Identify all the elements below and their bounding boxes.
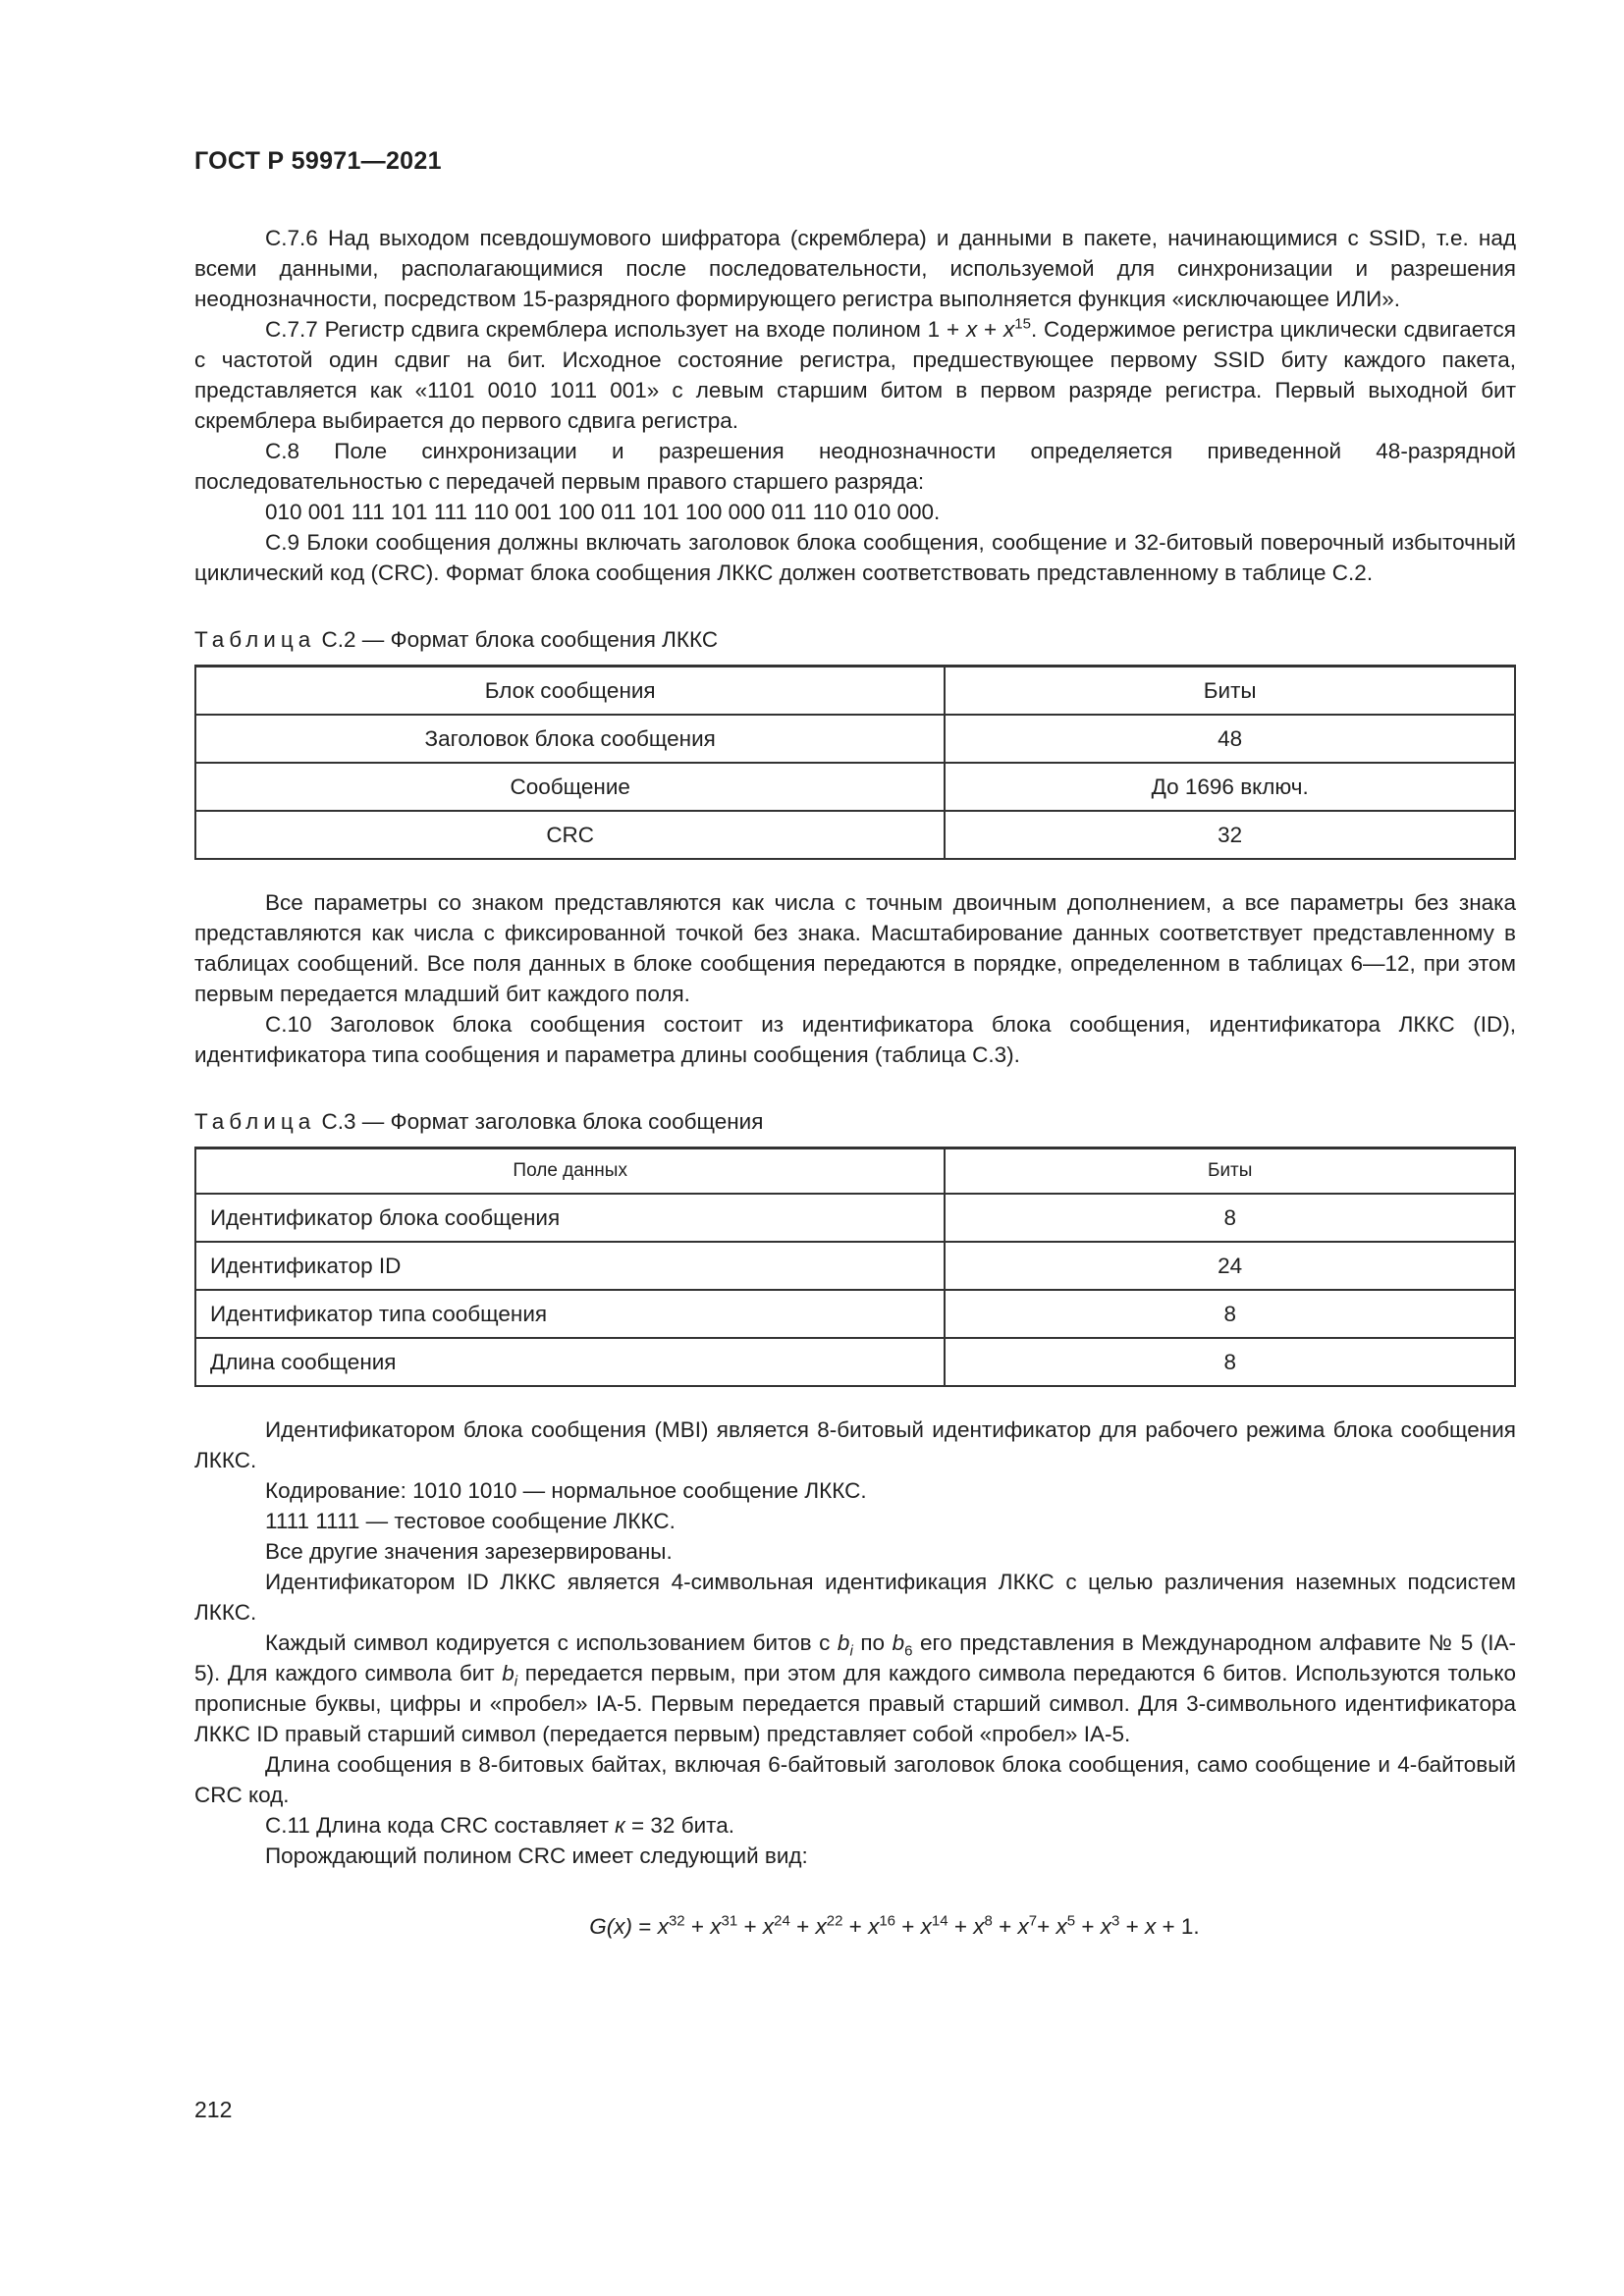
formula-term-exponent: 16	[879, 1912, 896, 1930]
formula-term-exponent: 22	[826, 1912, 843, 1930]
table-cell: 32	[945, 811, 1515, 859]
table-cell: До 1696 включ.	[945, 763, 1515, 811]
formula-term-base: x	[1017, 1914, 1029, 1939]
paragraph-c8: С.8 Поле синхронизации и разрешения неоднозначности определяется приведенной 48-разрядной последовательностью с передачей первым правого старшего разряда:	[194, 439, 1516, 494]
table-cell: Заголовок блока сообщения	[195, 715, 945, 763]
formula-term-base: x	[1056, 1914, 1067, 1939]
table-c3	[194, 1147, 1516, 1387]
paragraph-id: Идентификатором ID ЛККС является 4-символьная идентификация ЛККС с целью различения наземных подсистем ЛККС.	[194, 1570, 1516, 1625]
paragraph-message-length: Длина сообщения в 8-битовых байтах, включая 6-байтовый заголовок блока сообщения, само сообщение и 4-байтовый CRC код.	[194, 1752, 1516, 1807]
table-cell: 8	[945, 1338, 1515, 1386]
formula-term-exponent: 31	[721, 1912, 738, 1930]
formula-operator: +	[1119, 1914, 1146, 1939]
formula-term-exponent: 8	[984, 1912, 993, 1930]
formula-term-base: x	[1100, 1914, 1112, 1939]
page-number: 212	[194, 2097, 233, 2122]
table-header-cell: Поле данных	[195, 1148, 945, 1195]
table-row	[195, 811, 1515, 859]
formula-term-base: x	[710, 1914, 722, 1939]
sync-sequence: 010 001 111 101 111 110 001 100 011 101 100 000 011 110 010 000.	[265, 500, 941, 524]
table-cell: 24	[945, 1242, 1515, 1290]
formula-term-base: x	[973, 1914, 985, 1939]
formula-operator: +	[992, 1914, 1018, 1939]
formula-term-exponent: 3	[1111, 1912, 1120, 1930]
table-cell: 8	[945, 1194, 1515, 1242]
table-row	[195, 1194, 1515, 1242]
formula-term-base: x	[815, 1914, 827, 1939]
formula-term-base: x	[868, 1914, 880, 1939]
paragraph-c9: С.9 Блоки сообщения должны включать заголовок блока сообщения, сообщение и 32-битовый поверочный избыточный циклический код (CRC). Формат блока сообщения ЛККС должен соответствовать представленному в таблице С.2.	[194, 530, 1516, 585]
paragraph-mbi: Идентификатором блока сообщения (MBI) является 8-битовый идентификатор для рабочего режима блока сообщения ЛККС.	[194, 1417, 1516, 1472]
paragraph-coding-test: 1111 1111 — тестовое сообщение ЛККС.	[265, 1509, 676, 1533]
table-cell: Идентификатор типа сообщения	[195, 1290, 945, 1338]
formula-term-exponent: 14	[931, 1912, 948, 1930]
formula-term-exponent: 24	[774, 1912, 790, 1930]
document-code-header: ГОСТ Р 59971—2021	[194, 147, 442, 175]
formula-term-base: x	[762, 1914, 775, 1939]
crc-polynomial-formula: $G(x) = x^{32} + x^{31} + x^{24} + x^{22} + x^{16} + x^{14} + x^8 + x^7+ x^5 + x^3 + x + 1$.	[589, 1912, 1200, 1939]
formula-operator: +	[1037, 1914, 1056, 1939]
paragraph-symbol-encoding: Каждый символ кодируется с использованием битов с $b_i$ по $b_6$ его представления в Международном алфавите № 5 (IA-5). Для каждого символа бит $b_i$ передается первым, при этом для каждого символа передаются 6 битов. Используются только прописные буквы, цифры и «пробел» IA-5. Первым передается правый старший символ. Для 3-символьного идентификатора ЛККС ID правый старший символ (передается первым) представляет собой «пробел» IA-5.	[194, 1630, 1517, 1746]
table-cell: 8	[945, 1290, 1515, 1338]
formula-operator: +	[789, 1914, 816, 1939]
table-row	[195, 715, 1515, 763]
table-cell: Длина сообщения	[195, 1338, 945, 1386]
table-c2-caption: Таблица С.2 — Формат блока сообщения ЛККС	[194, 627, 719, 652]
formula-operator: +	[842, 1914, 869, 1939]
formula-term-exponent: 7	[1028, 1912, 1038, 1930]
document-page	[194, 147, 1516, 1940]
table-row	[195, 1242, 1515, 1290]
formula-term-exponent: 32	[668, 1912, 685, 1930]
formula-operator: +	[947, 1914, 974, 1939]
table-header-row	[195, 1148, 1515, 1195]
table-header-cell: Блок сообщения	[195, 667, 945, 716]
table-row	[195, 763, 1515, 811]
table-header-row	[195, 667, 1515, 716]
paragraph-c10: С.10 Заголовок блока сообщения состоит из идентификатора блока сообщения, идентификатора ЛККС (ID), идентификатора типа сообщения и параметра длины сообщения (таблица С.3).	[194, 1012, 1516, 1067]
paragraph-c11: С.11 Длина кода CRC составляет к = 32 бита.	[265, 1813, 734, 1838]
formula-operator: +	[895, 1914, 921, 1939]
formula-operator: +	[684, 1914, 711, 1939]
table-row	[195, 1290, 1515, 1338]
formula-term-base: x	[657, 1914, 669, 1939]
table-cell: Идентификатор блока сообщения	[195, 1194, 945, 1242]
formula-operator: +	[1075, 1914, 1101, 1939]
paragraph-c7-7: С.7.7 Регистр сдвига скремблера использует на входе полином $1 + x + x^{15}$. Содержимое регистра циклически сдвигается с частотой один сдвиг на бит. Исходное состояние регистра, предшествующее первому SSID биту каждого пакета, представляется как «1101 0010 1011 001» с левым старшим битом в первом разряде регистра. Первый выходной бит скремблера выбирается до первого сдвига регистра.	[194, 315, 1516, 433]
formula-term-exponent: 5	[1066, 1912, 1076, 1930]
table-c3-caption: Таблица С.3 — Формат заголовка блока сообщения	[194, 1109, 764, 1134]
paragraph-poly-intro: Порождающий полином CRC имеет следующий вид:	[265, 1843, 808, 1868]
table-cell: Идентификатор ID	[195, 1242, 945, 1290]
table-header-cell: Биты	[945, 667, 1515, 716]
table-cell: CRC	[195, 811, 945, 859]
formula-term-base: x	[920, 1914, 932, 1939]
table-header-cell: Биты	[945, 1148, 1515, 1195]
paragraph-signed-params: Все параметры со знаком представляются как числа с точным двоичным дополнением, а все параметры без знака представляются как числа с фиксированной точкой без знака. Масштабирование данных соответствует представленному в таблицах сообщений. Все поля данных в блоке сообщения передаются в порядке, определенном в таблицах 6—12, при этом первым передается младший бит каждого поля.	[194, 890, 1516, 1006]
paragraph-coding-normal: Кодирование: 1010 1010 — нормальное сообщение ЛККС.	[265, 1478, 867, 1503]
table-cell: Сообщение	[195, 763, 945, 811]
table-row	[195, 1338, 1515, 1386]
paragraph-reserved: Все другие значения зарезервированы.	[265, 1539, 673, 1564]
table-c2	[194, 665, 1516, 860]
formula-operator: +	[737, 1914, 763, 1939]
paragraph-c7-6: С.7.6 Над выходом псевдошумового шифратора (скремблера) и данными в пакете, начинающимися с SSID, т.е. над всеми данными, располагающимися после последовательности, используемой для синхронизации и разрешения неоднозначности, посредством 15-разрядного формирующего регистра выполняется функция «исключающее ИЛИ».	[194, 226, 1516, 311]
table-cell: 48	[945, 715, 1515, 763]
